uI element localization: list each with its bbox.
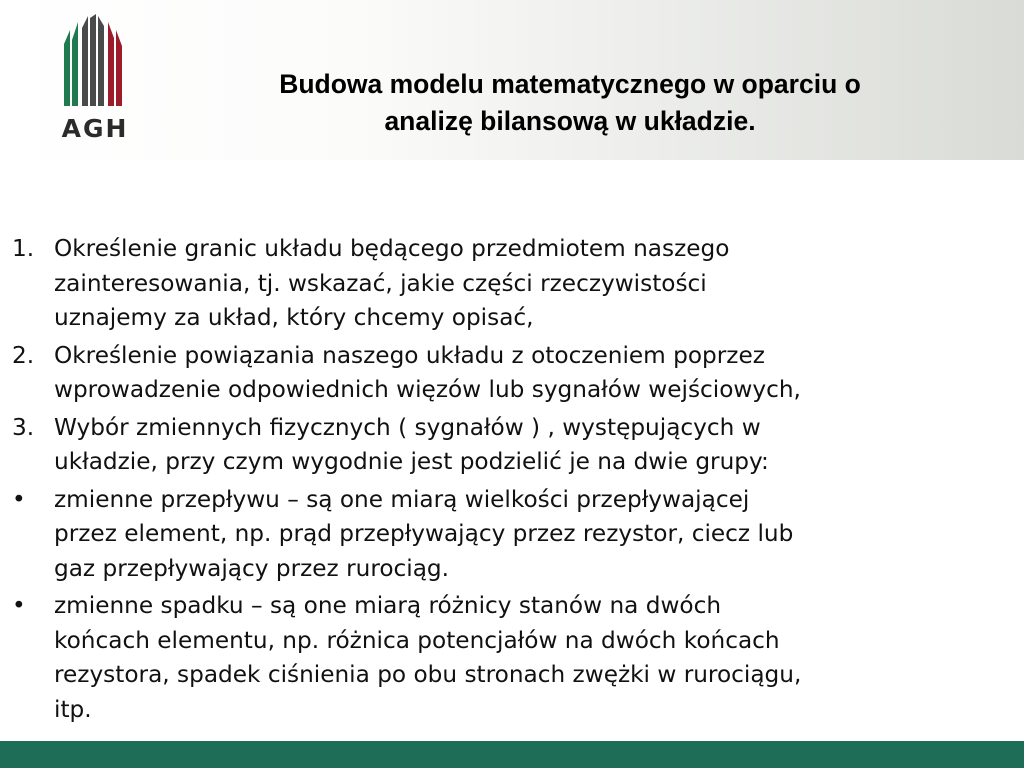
list-item-line: układzie, przy czym wygodnie jest podzielić je na dwie grupy: — [54, 448, 769, 475]
list-item-line: przez element, np. prąd przepływający przez rezystor, ciecz lub — [54, 520, 794, 547]
bullet-marker: • — [12, 485, 26, 513]
list-item-line: Określenie granic układu będącego przedmiotem naszego — [54, 235, 730, 262]
bullet-item-drop — [12, 589, 1012, 727]
bullet-marker: • — [12, 592, 26, 619]
bullet-item-flow — [12, 483, 1012, 587]
list-item-line: Wybór zmiennych fizycznych ( sygnałów ) , występujących w — [54, 413, 761, 441]
list-item-line: itp. — [54, 695, 92, 723]
list-item-line: uznajemy za układ, który chcemy opisać, — [54, 304, 534, 331]
list-item-1 — [12, 232, 1012, 336]
list-marker: 1. — [12, 235, 35, 262]
agh-logo-icon — [60, 14, 130, 114]
list-item-line: wprowadzenie odpowiednich więzów lub sygnałów wejściowych, — [54, 376, 801, 403]
list-item-line: rezystora, spadek ciśnienia po obu stronach zwężki w rurociągu, — [54, 661, 802, 688]
list-item-2 — [12, 339, 1012, 408]
list-item-line: gaz przepływający przez rurociąg. — [54, 554, 450, 582]
list-item-3 — [12, 411, 1012, 480]
footer-bar — [0, 741, 1024, 768]
title-line: Budowa modelu matematycznego w oparciu o — [279, 69, 861, 99]
list-item-line: końcach elementu, np. różnica potencjałów na dwóch końcach — [54, 626, 780, 654]
logo-text: AGH — [61, 114, 129, 143]
list-item-line: zmienne przepływu – są one miarą wielkości przepływającej — [54, 485, 750, 513]
title-line: analizę bilansową w układzie. — [384, 106, 756, 136]
list-item-line: Określenie powiązania naszego układu z otoczeniem poprzez — [54, 341, 765, 369]
slide-title — [170, 66, 970, 140]
slide-content — [12, 232, 1012, 730]
slide-header — [0, 0, 1024, 160]
agh-logo — [60, 14, 130, 149]
list-item-line: zainteresowania, tj. wskazać, jakie części rzeczywistości — [54, 269, 707, 297]
list-item-line: zmienne spadku – są one miarą różnicy stanów na dwóch — [54, 592, 722, 619]
list-marker: 2. — [12, 341, 35, 369]
list-marker: 3. — [12, 413, 35, 441]
